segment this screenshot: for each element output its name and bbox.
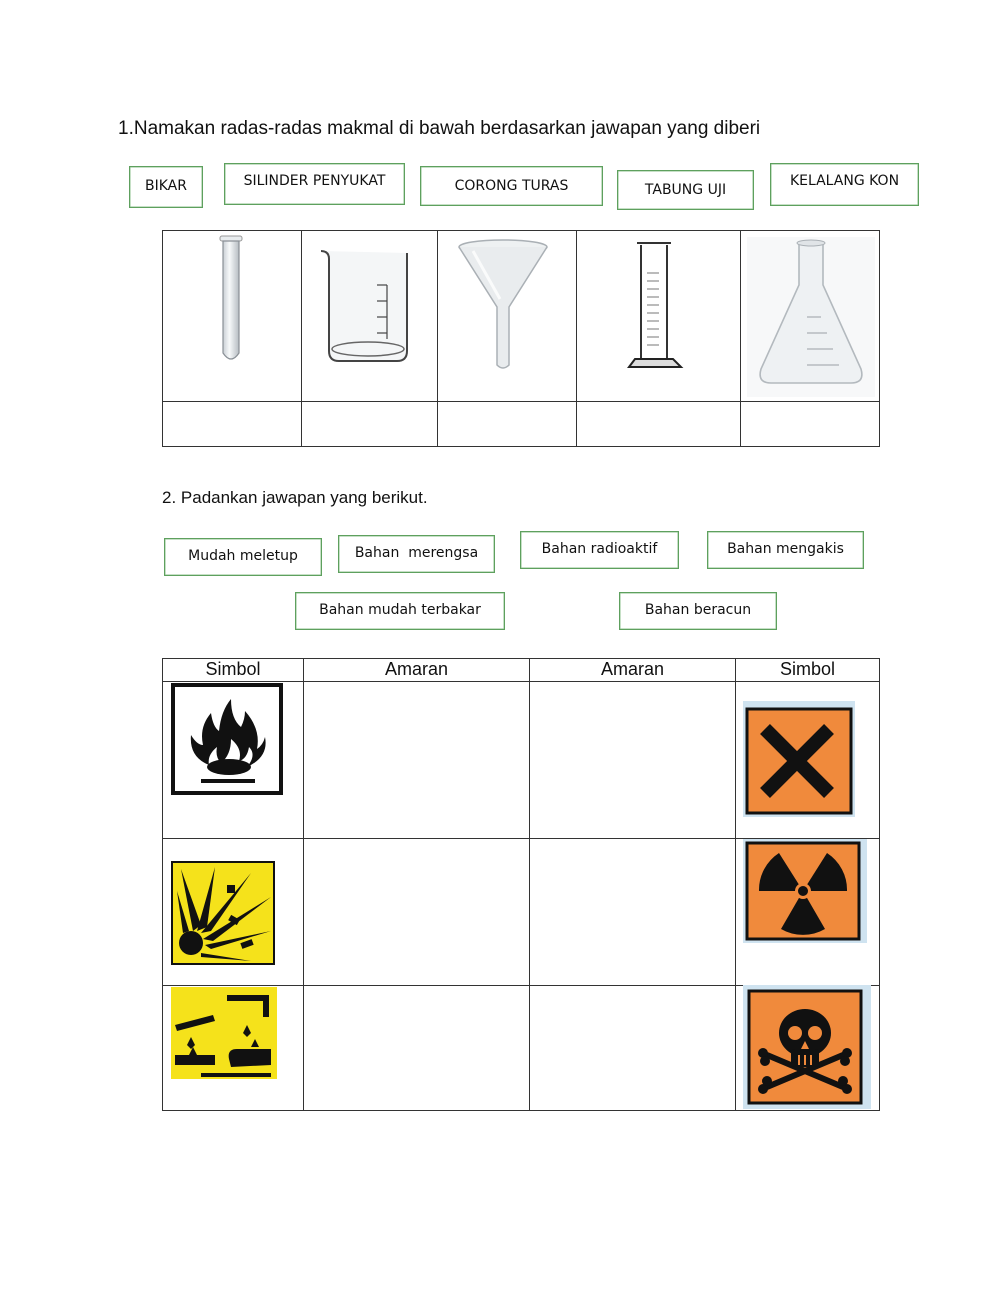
option-kelalang-kon[interactable]: KELALANG KON (770, 163, 919, 206)
question-2-title: 2. Padankan jawapan yang berikut. (162, 488, 428, 507)
funnel-image (453, 237, 553, 371)
header-amaran-right: Amaran (600, 659, 665, 679)
irritant-symbol-icon (743, 701, 855, 817)
header-amaran-left: Amaran (384, 659, 449, 679)
amaran-cell-left-3[interactable] (304, 986, 529, 1110)
option-silinder-penyukat[interactable]: SILINDER PENYUKAT (224, 163, 405, 205)
option-mudah-meletup[interactable]: Mudah meletup (164, 538, 322, 576)
header-simbol-left: Simbol (205, 659, 261, 679)
answer-cell-5[interactable] (741, 402, 879, 446)
option-tabung-uji[interactable]: TABUNG UJI (617, 170, 754, 210)
explosive-symbol-icon (171, 861, 275, 965)
test-tube-image (211, 235, 251, 367)
amaran-cell-right-1[interactable] (530, 682, 735, 838)
beaker-image (315, 243, 415, 367)
header-simbol-right: Simbol (779, 659, 836, 679)
corrosive-symbol-icon (171, 987, 277, 1079)
toxic-symbol-icon (743, 985, 871, 1109)
option-bahan-mengakis[interactable]: Bahan mengakis (707, 531, 864, 569)
answer-cell-4[interactable] (577, 402, 740, 446)
answer-cell-2[interactable] (302, 402, 437, 446)
option-corong-turas[interactable]: CORONG TURAS (420, 166, 603, 206)
radioactive-symbol-icon (743, 839, 867, 943)
option-bahan-merengsa[interactable]: Bahan merengsa (338, 535, 495, 573)
amaran-cell-right-2[interactable] (530, 839, 735, 985)
option-bikar[interactable]: BIKAR (129, 166, 203, 208)
amaran-cell-left-2[interactable] (304, 839, 529, 985)
apparatus-table (162, 230, 880, 447)
measuring-cylinder-image (623, 241, 693, 375)
option-bahan-radioaktif[interactable]: Bahan radioaktif (520, 531, 679, 569)
answer-cell-3[interactable] (438, 402, 576, 446)
answer-cell-1[interactable] (164, 402, 301, 446)
question-1-title: 1.Namakan radas-radas makmal di bawah berdasarkan jawapan yang diberi (118, 118, 761, 139)
amaran-cell-right-3[interactable] (530, 986, 735, 1110)
option-bahan-beracun[interactable]: Bahan beracun (619, 592, 777, 630)
option-bahan-mudah-terbakar[interactable]: Bahan mudah terbakar (295, 592, 505, 630)
symbol-table (162, 658, 880, 1111)
amaran-cell-left-1[interactable] (304, 682, 529, 838)
conical-flask-image (747, 237, 875, 397)
flammable-symbol-icon (171, 683, 283, 795)
